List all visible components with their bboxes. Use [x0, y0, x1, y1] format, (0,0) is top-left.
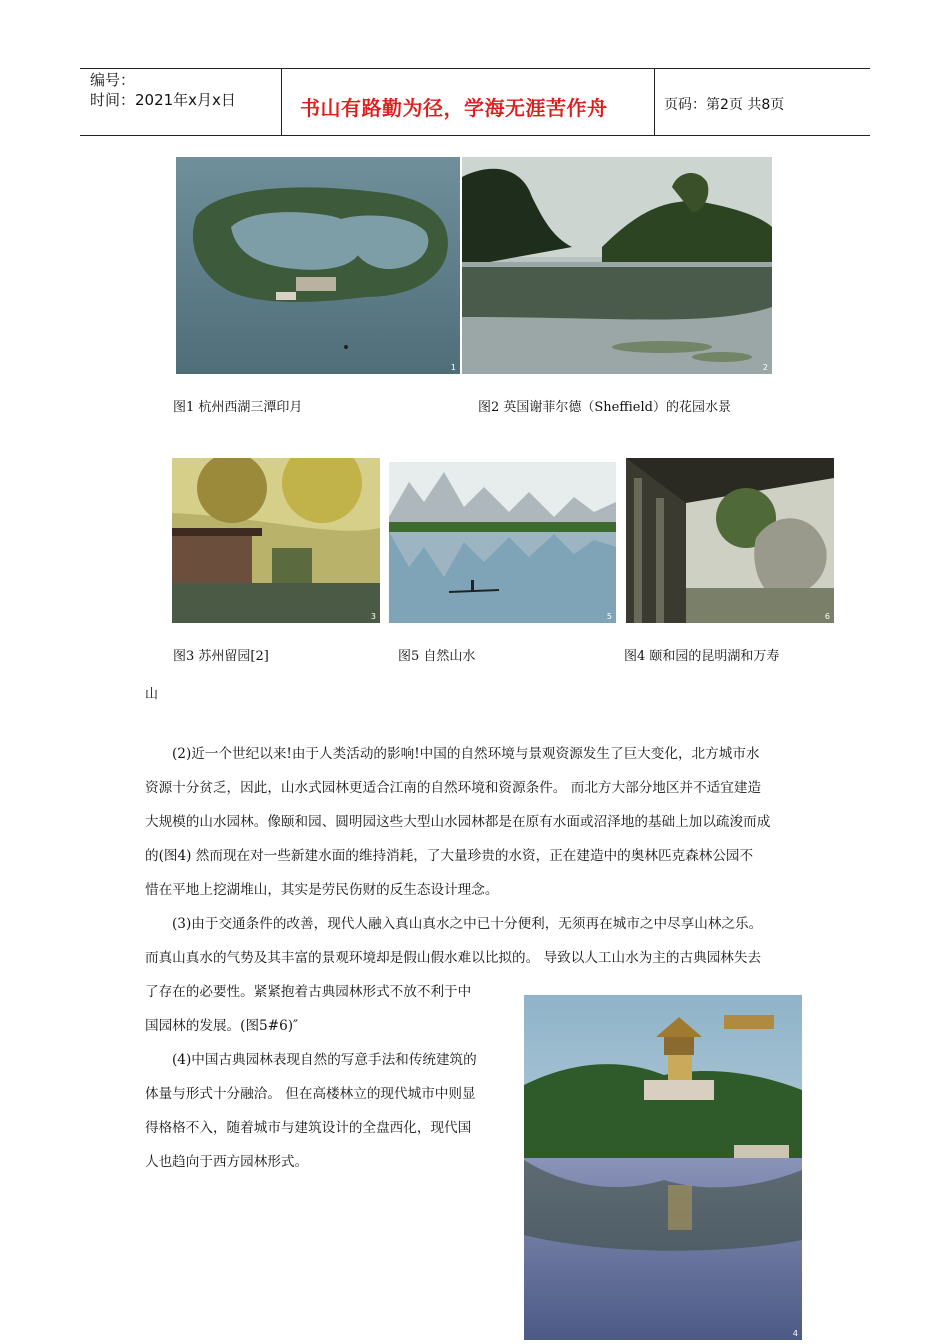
photo-number: 4 — [792, 1329, 798, 1338]
paragraph-line: 体量与形式十分融洽。 但在高楼林立的现代城市中则显 — [145, 1086, 476, 1102]
paragraph-line: 惜在平地上挖湖堆山，其实是劳民伤财的反生态设计理念。 — [145, 882, 499, 898]
paragraph-line: 了存在的必要性。紧紧抱着古典园林形式不放不利于中 — [145, 984, 472, 1000]
photo-natural-landscape — [389, 462, 616, 623]
document-date: 时间：2021年x月x日 — [90, 91, 236, 109]
paragraph-line: 大规模的山水园林。像颐和园、圆明园这些大型山水园林都是在原有水面或沼泽地的基础上加以疏浚而成 — [145, 814, 771, 830]
figure-caption: 图3 苏州留园[2] — [173, 649, 269, 664]
figure-caption: 图1 杭州西湖三潭印月 — [173, 400, 303, 415]
photo-number: 1 — [450, 363, 456, 372]
paragraph-line: (2)近一个世纪以来!由于人类活动的影响!中国的自然环境与景观资源发生了巨大变化，北方城市水 — [172, 746, 760, 762]
photo-number: 6 — [824, 612, 830, 621]
page-indicator: 页码：第2页 共8页 — [664, 97, 785, 113]
photo-corridor-garden — [626, 458, 834, 623]
header-motto: 书山有路勤为径，学海无涯苦作舟 — [300, 96, 608, 120]
header-divider-left — [281, 68, 282, 136]
photo-sheffield-garden — [462, 157, 772, 374]
photo-number: 3 — [370, 612, 376, 621]
photo-west-lake — [176, 157, 460, 374]
paragraph-line: 资源十分贫乏，因此，山水式园林更适合江南的自然环境和资源条件。 而北方大部分地区并不适宜建造 — [145, 780, 762, 796]
header-bottom-rule — [80, 135, 870, 136]
figure-caption: 图2 英国谢菲尔德（Sheffield）的花园水景 — [478, 400, 731, 415]
paragraph-line: 得格格不入，随着城市与建筑设计的全盘西化，现代国 — [145, 1120, 472, 1136]
figure-caption-continuation: 山 — [145, 687, 159, 702]
document-number: 编号： — [90, 71, 136, 89]
paragraph-line: (3)由于交通条件的改善，现代人融入真山真水之中已十分便利，无须再在城市之中尽享山林之乐。 — [172, 916, 763, 932]
photo-summer-palace — [524, 995, 802, 1340]
paragraph-line: 人也趋向于西方园林形式。 — [145, 1154, 309, 1170]
figure-caption: 图5 自然山水 — [398, 649, 476, 664]
photo-number: 2 — [762, 363, 768, 372]
figure-caption: 图4 颐和园的昆明湖和万寿 — [624, 649, 780, 664]
paragraph-line: 国园林的发展。(图5#6)″ — [145, 1018, 299, 1034]
paragraph-line: 的(图4) 然而现在对一些新建水面的维持消耗，了大量珍贵的水资，正在建造中的奥林匹克森林公园不 — [145, 848, 754, 864]
photo-suzhou-garden — [172, 458, 380, 623]
header-top-rule — [80, 68, 870, 69]
header-divider-right — [654, 68, 655, 136]
photo-number: 5 — [606, 612, 612, 621]
paragraph-line: 而真山真水的气势及其丰富的景观环境却是假山假水难以比拟的。 导致以人工山水为主的古典园林失去 — [145, 950, 762, 966]
paragraph-line: (4)中国古典园林表现自然的写意手法和传统建筑的 — [172, 1052, 477, 1068]
